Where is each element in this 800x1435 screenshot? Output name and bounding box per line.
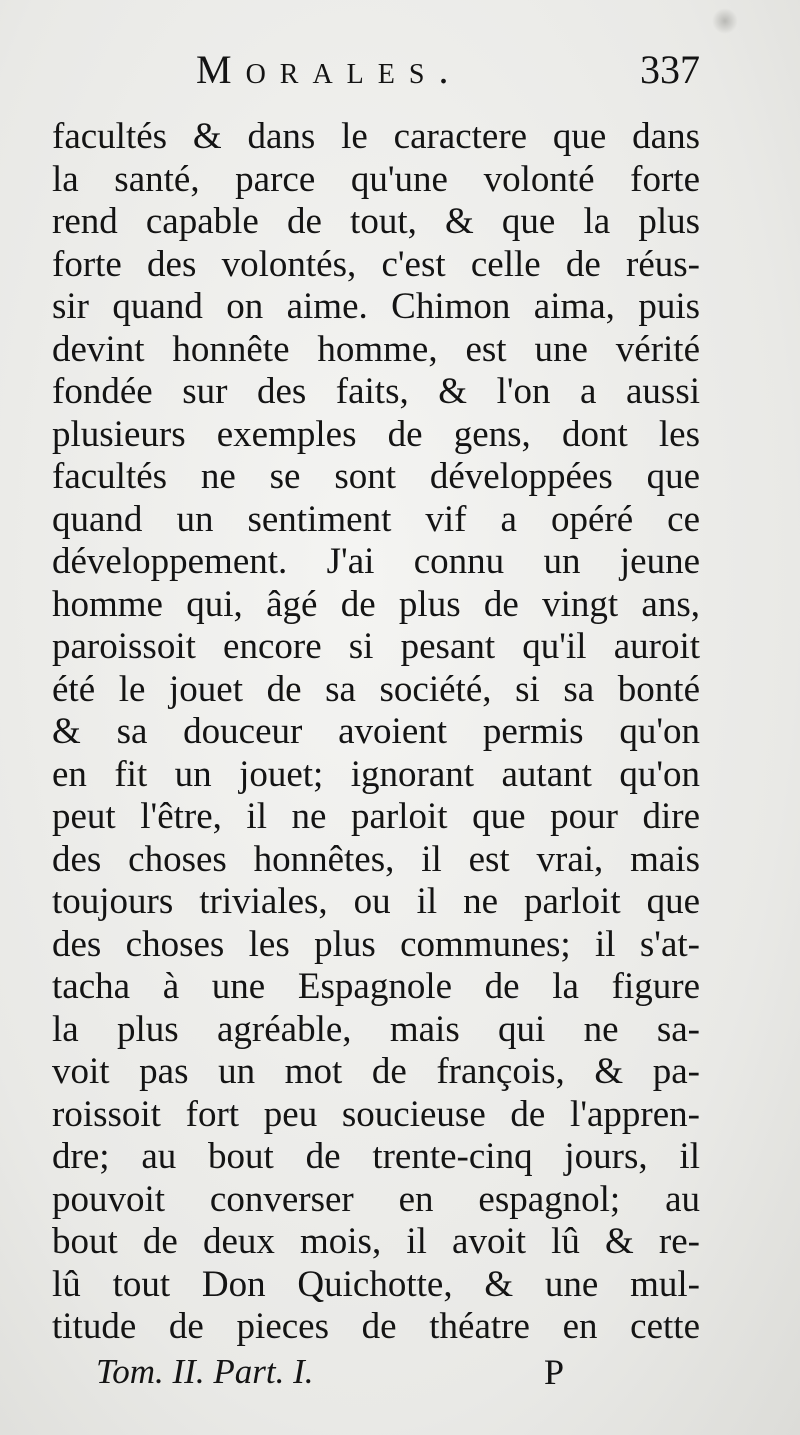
text-line: & sa douceur avoient permis qu'on: [52, 711, 700, 752]
text-line: roissoit fort peu soucieuse de l'appren-: [52, 1093, 700, 1135]
volume-signature: Tom. II. Part. I.: [96, 1352, 314, 1391]
text-line: plusieurs exemples de gens, dont les: [52, 413, 700, 455]
text-line: facultés & dans le caractere que dans: [52, 116, 700, 157]
text-line: des choses honnêtes, il est vrai, mais: [52, 838, 700, 880]
page-number: 337: [640, 47, 700, 92]
text-line: été le jouet de sa société, si sa bonté: [52, 668, 700, 710]
text-line: bout de deux mois, il avoit lû & re-: [52, 1221, 700, 1262]
text-line: rend capable de tout, & que la plus: [52, 201, 700, 242]
text-line: pouvoit converser en espagnol; au: [52, 1178, 700, 1220]
text-line: homme qui, âgé de plus de vingt ans,: [52, 583, 700, 625]
text-line: devint honnête homme, est une vérité: [52, 328, 700, 370]
text-line: quand un sentiment vif a opéré ce: [52, 498, 700, 540]
text-line: paroissoit encore si pesant qu'il auroit: [52, 626, 700, 667]
text-line: voit pas un mot de françois, & pa-: [52, 1051, 700, 1092]
text-line: peut l'être, il ne parloit que pour dire: [52, 796, 700, 837]
text-line: titude de pieces de théatre en cette: [52, 1306, 700, 1347]
text-line: tacha à une Espagnole de la figure: [52, 966, 700, 1007]
text-line: des choses les plus communes; il s'at-: [52, 923, 700, 965]
paper-stain: [712, 8, 738, 34]
body-text: [52, 116, 700, 1348]
text-line: développement. J'ai connu un jeune: [52, 541, 700, 582]
text-line: dre; au bout de trente-cinq jours, il: [52, 1136, 700, 1177]
text-line: facultés ne se sont développées que: [52, 456, 700, 497]
text-line: en fit un jouet; ignorant autant qu'on: [52, 753, 700, 795]
text-line: sir quand on aime. Chimon aima, puis: [52, 286, 700, 327]
text-line: fondée sur des faits, & l'on a aussi: [52, 371, 700, 412]
text-line: toujours triviales, ou il ne parloit que: [52, 881, 700, 922]
signature-mark: P: [543, 1352, 565, 1392]
text-line: la santé, parce qu'une volonté forte: [52, 158, 700, 200]
text-line: forte des volontés, c'est celle de réus-: [52, 243, 700, 285]
running-title: Morales.: [196, 47, 463, 92]
text-line: lû tout Don Quichotte, & une mul-: [52, 1263, 700, 1305]
text-line: la plus agréable, mais qui ne sa-: [52, 1008, 700, 1050]
